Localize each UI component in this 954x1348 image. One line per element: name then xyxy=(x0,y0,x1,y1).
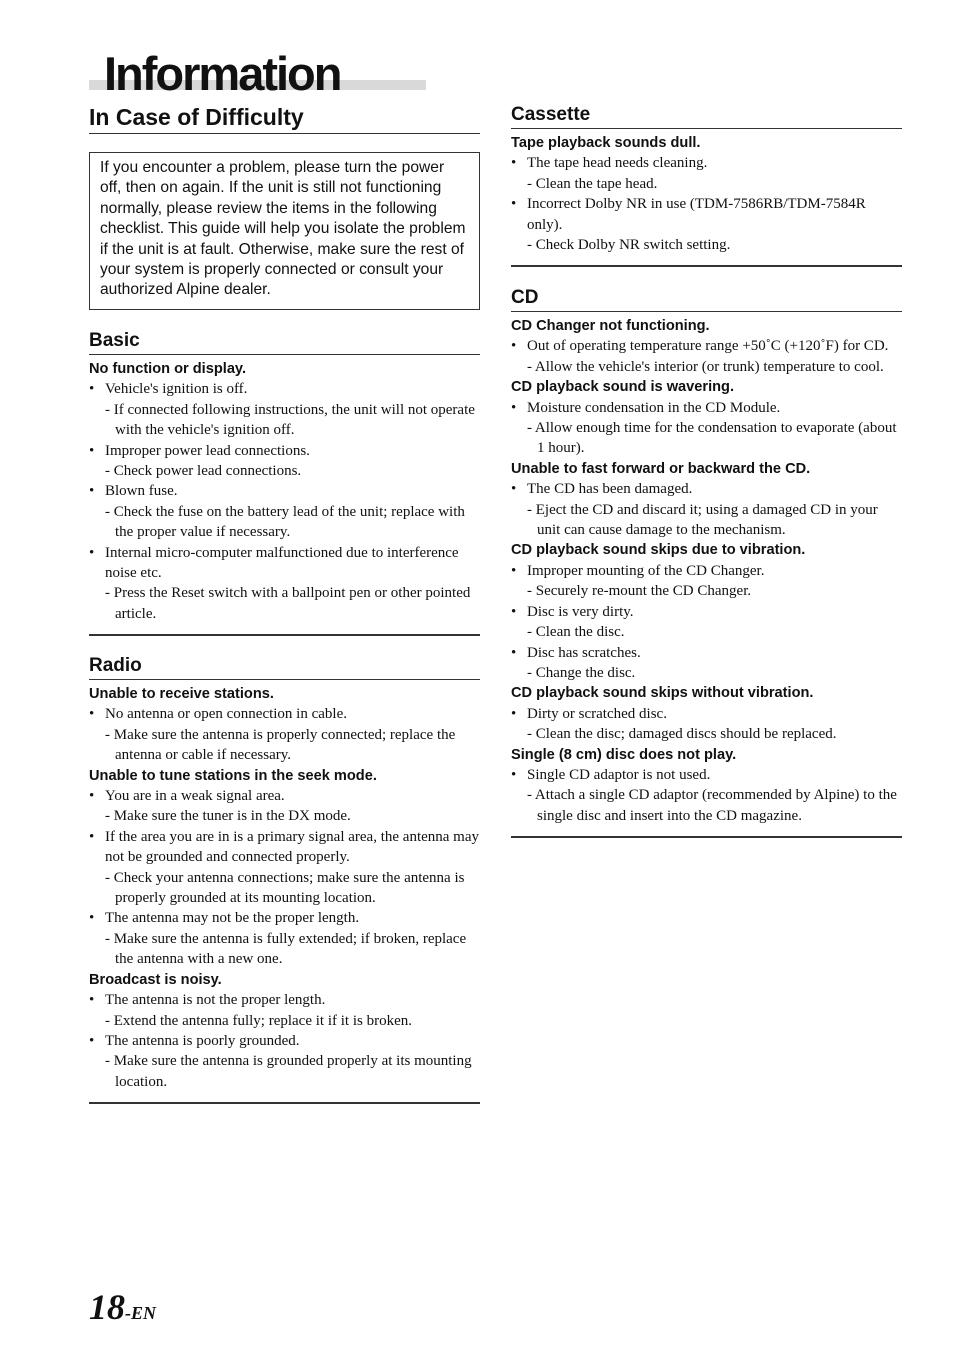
bullet-item: • Moisture condensation in the CD Module. xyxy=(511,398,902,418)
subheading: Unable to tune stations in the seek mode. xyxy=(89,767,377,784)
subheading: CD playback sound is wavering. xyxy=(511,379,735,396)
subheading: CD Changer not functioning. xyxy=(511,318,710,334)
subheading: CD playback sound skips due to vibration. xyxy=(511,542,806,559)
remedy-item: - Extend the antenna fully; replace it if it is broken. xyxy=(89,1011,480,1031)
cd-title: CD xyxy=(511,286,902,312)
bullet-item: • Blown fuse. xyxy=(89,481,480,501)
bullet-item: • Vehicle's ignition is off. xyxy=(89,379,480,399)
bullet-item: • The tape head needs cleaning. xyxy=(511,153,902,173)
bullet-item: • The CD has been damaged. xyxy=(511,479,902,499)
bullet-item: • If the area you are in is a primary signal area, the antenna may not be grounded and connected properly. xyxy=(89,827,480,868)
remedy-item: - Make sure the antenna is fully extended; if broken, replace the antenna with a new one. xyxy=(89,929,480,970)
basic-title: Basic xyxy=(89,329,480,355)
subheading: Unable to receive stations. xyxy=(89,686,274,702)
cassette-title: Cassette xyxy=(511,103,902,129)
bullet-item: • The antenna is poorly grounded. xyxy=(89,1031,480,1051)
radio-section xyxy=(89,654,480,1104)
page-number-value: 18 xyxy=(89,1287,125,1327)
page-number-suffix: -EN xyxy=(125,1303,156,1323)
section-divider xyxy=(511,265,902,267)
remedy-item: - Make sure the antenna is properly connected; replace the antenna or cable if necessary. xyxy=(89,725,480,766)
subheading: Unable to fast forward or backward the CD. xyxy=(511,460,811,477)
remedy-item: - Allow the vehicle's interior (or trunk) temperature to cool. xyxy=(511,357,902,377)
subheading: Tape playback sounds dull. xyxy=(511,135,701,151)
bullet-item: • Disc is very dirty. xyxy=(511,602,902,622)
remedy-item: - Check your antenna connections; make sure the antenna is properly grounded at its mounting location. xyxy=(89,868,480,909)
bullet-item: • No antenna or open connection in cable. xyxy=(89,704,480,724)
radio-title: Radio xyxy=(89,654,480,680)
bullet-item: • The antenna is not the proper length. xyxy=(89,990,480,1010)
cassette-section xyxy=(511,103,902,267)
bullet-item: • Improper mounting of the CD Changer. xyxy=(511,561,902,581)
section-divider xyxy=(511,836,902,838)
remedy-item: - Change the disc. xyxy=(511,663,902,683)
subheading: No function or display. xyxy=(89,361,247,377)
cd-section xyxy=(511,286,902,838)
bullet-item: • Dirty or scratched disc. xyxy=(511,704,902,724)
subheading: Broadcast is noisy. xyxy=(89,971,222,988)
bullet-item: • Single CD adaptor is not used. xyxy=(511,765,902,785)
remedy-item: - Clean the disc. xyxy=(511,622,902,642)
page-number xyxy=(89,1286,156,1328)
remedy-item: - Check Dolby NR switch setting. xyxy=(511,235,902,255)
remedy-item: - If connected following instructions, the unit will not operate with the vehicle's ignition off. xyxy=(89,400,480,441)
subheading: CD playback sound skips without vibration. xyxy=(511,685,814,702)
bullet-item: • You are in a weak signal area. xyxy=(89,786,480,806)
intro-box: If you encounter a problem, please turn the power off, then on again. If the unit is still not functioning normally, please review the items in the following checklist. This guide will help you isolate the problem if the unit is at fault. Otherwise, make sure the rest of your system is properly connected or consult your authorized Alpine dealer. xyxy=(89,152,480,310)
bullet-item: • Internal micro-computer malfunctioned due to interference noise etc. xyxy=(89,543,480,584)
remedy-item: - Make sure the tuner is in the DX mode. xyxy=(89,806,480,826)
remedy-item: - Attach a single CD adaptor (recommended by Alpine) to the single disc and insert into the CD magazine. xyxy=(511,785,902,826)
bullet-item: • Improper power lead connections. xyxy=(89,441,480,461)
remedy-item: - Make sure the antenna is grounded properly at its mounting location. xyxy=(89,1051,480,1092)
bullet-item: • Out of operating temperature range +50˚C (+120˚F) for CD. xyxy=(511,336,902,356)
bullet-item: • Disc has scratches. xyxy=(511,643,902,663)
section-divider xyxy=(89,634,480,636)
basic-section xyxy=(89,329,480,636)
remedy-item: - Clean the disc; damaged discs should be replaced. xyxy=(511,724,902,744)
remedy-item: - Securely re-mount the CD Changer. xyxy=(511,581,902,601)
section-main-title: In Case of Difficulty xyxy=(89,102,480,134)
remedy-item: - Eject the CD and discard it; using a damaged CD in your unit can cause damage to the mechanism. xyxy=(511,500,902,541)
subheading: Single (8 cm) disc does not play. xyxy=(511,746,737,763)
bullet-item: • Incorrect Dolby NR in use (TDM-7586RB/TDM-7584R only). xyxy=(511,194,902,235)
remedy-item: - Check the fuse on the battery lead of the unit; replace with the proper value if necessary. xyxy=(89,502,480,543)
page-header-title: Information xyxy=(104,47,341,100)
remedy-item: - Check power lead connections. xyxy=(89,461,480,481)
remedy-item: - Allow enough time for the condensation to evaporate (about 1 hour). xyxy=(511,418,902,459)
bullet-item: • The antenna may not be the proper length. xyxy=(89,908,480,928)
remedy-item: - Press the Reset switch with a ballpoint pen or other pointed article. xyxy=(89,583,480,624)
section-divider xyxy=(89,1102,480,1104)
remedy-item: - Clean the tape head. xyxy=(511,174,902,194)
